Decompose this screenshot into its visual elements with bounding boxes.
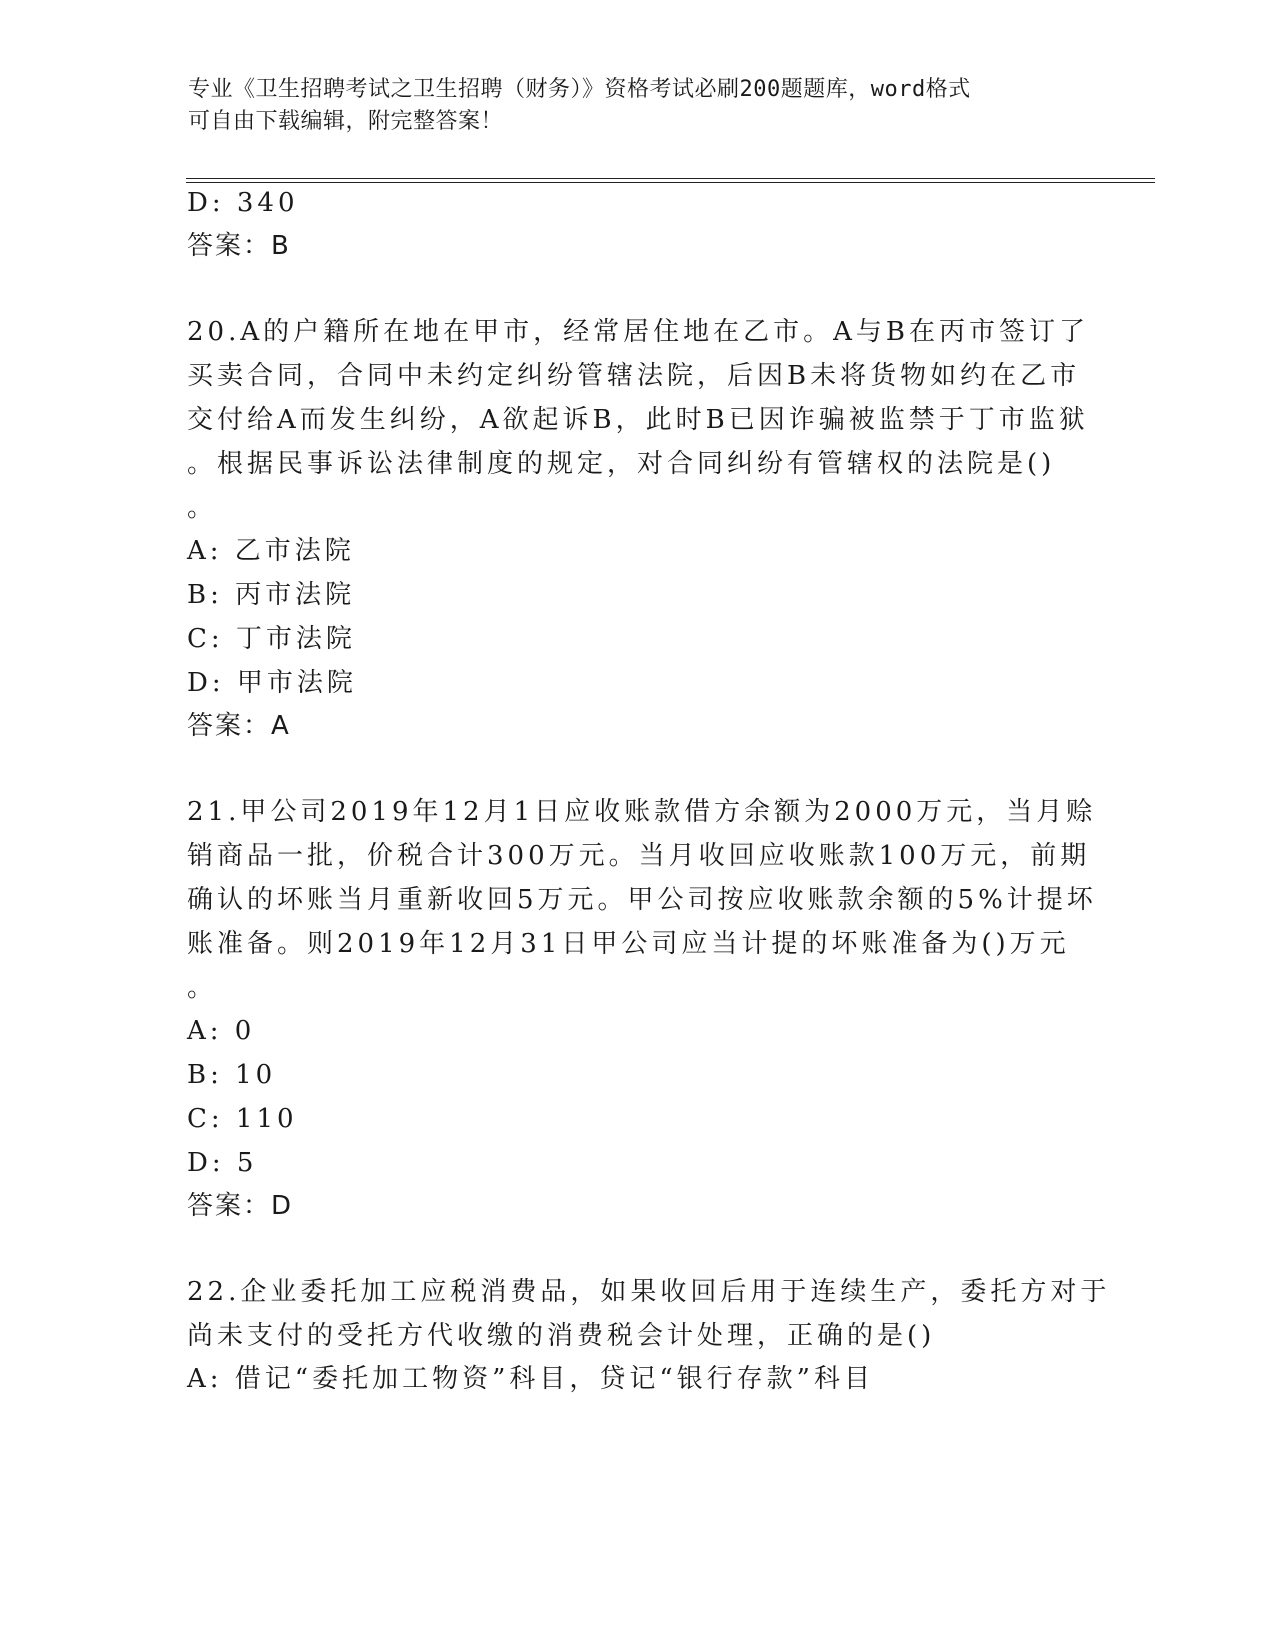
q21-stem-line-1: 21.甲公司2019年12月1日应收账款借方余额为2000万元，当月赊: [187, 797, 1097, 827]
header-title-line-1: 专业《卫生招聘考试之卫生招聘（财务）》资格考试必刷200题题库，word格式: [188, 77, 971, 102]
q20-stem-line-5: 。: [187, 493, 218, 523]
q21-option-b: B: 10: [187, 1060, 277, 1090]
prev-answer: 答案：B: [187, 231, 291, 261]
q20-option-a: A: 乙市法院: [187, 536, 355, 566]
q21-stem-line-3: 确认的坏账当月重新收回5万元。甲公司按应收账款余额的5%计提坏: [187, 885, 1097, 915]
header-divider: [186, 178, 1155, 183]
prev-option-d: D: 340: [187, 188, 299, 218]
q22-option-a: A: 借记“委托加工物资”科目，贷记“银行存款”科目: [187, 1364, 874, 1394]
q20-option-b: B: 丙市法院: [187, 580, 356, 610]
q20-stem-line-1: 20.A的户籍所在地在甲市，经常居住地在乙市。A与B在丙市签订了: [187, 317, 1090, 347]
q21-stem-line-2: 销商品一批，价税合计300万元。当月收回应收账款100万元，前期: [187, 841, 1091, 871]
q22-stem-line-1: 22.企业委托加工应税消费品，如果收回后用于连续生产，委托方对于: [187, 1277, 1111, 1307]
q21-option-c: C: 110: [187, 1104, 298, 1134]
q21-stem-line-5: 。: [187, 973, 218, 1003]
q21-answer: 答案：D: [187, 1191, 294, 1221]
q22-stem-line-2: 尚未支付的受托方代收缴的消费税会计处理，正确的是(): [187, 1321, 936, 1351]
q21-option-a: A: 0: [187, 1016, 256, 1046]
header-title-line-2: 可自由下载编辑，附完整答案！: [188, 109, 504, 134]
q20-stem-line-4: 。根据民事诉讼法律制度的规定，对合同纠纷有管辖权的法院是(): [187, 449, 1056, 479]
q20-option-d: D: 甲市法院: [187, 668, 357, 698]
page-header: [188, 74, 1068, 138]
q20-stem-line-3: 交付给A而发生纠纷，A欲起诉B，此时B已因诈骗被监禁于丁市监狱: [187, 405, 1089, 435]
q20-answer: 答案：A: [187, 711, 291, 741]
q21-option-d: D: 5: [187, 1148, 258, 1178]
q20-stem-line-2: 买卖合同，合同中未约定纠纷管辖法院，后因B未将货物如约在乙市: [187, 361, 1081, 391]
q20-option-c: C: 丁市法院: [187, 624, 356, 654]
q21-stem-line-4: 账准备。则2019年12月31日甲公司应当计提的坏账准备为()万元: [187, 929, 1070, 959]
